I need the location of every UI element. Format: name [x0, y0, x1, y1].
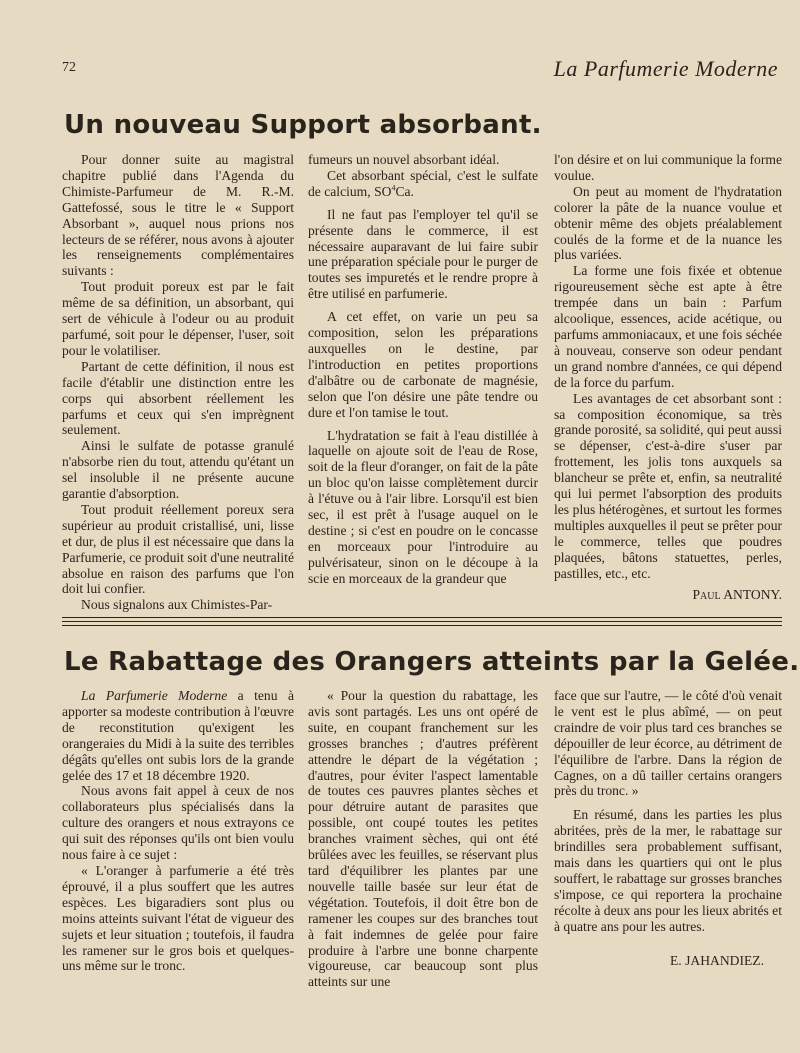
paragraph: Nous signalons aux Chimistes-Par- [81, 597, 273, 613]
paragraph: On peut au moment de l'hydratation colorer la pâte de la nuance voulue et obtenir même des objets préalablement coulés de la forme et de la nuance les plus variées. [554, 183, 782, 263]
paragraph: A cet effet, on varie un peu sa composition, selon les préparations auxquelles on le destine, par l'introduction en petites proportions d'albâtre ou de carbonate de magnésie, selon que l'on désire une pâte tendre ou dure et l'on tamise le tout. [308, 309, 538, 420]
paragraph-text: a tenu à apporter sa modeste contribution à l'œuvre de reconstitution qu'exigent les orangeraies du Midi à la suite des terribles dégâts qu'elles ont subis lors de la grande gelée des 17 et 18 décembre 1920. [62, 688, 294, 783]
page-number: 72 [62, 60, 76, 75]
paragraph: Pour donner suite au magistral chapitre publié dans l'Agenda du Chimiste-Parfumeur de M. R.-M. Gattefossé, sous le titre le « Support Absorbant », auquel nous prions nos lecteurs de se référer, nous avons à ajouter les renseignements complémentaires suivants : [62, 152, 294, 279]
paragraph: En résumé, dans les parties les plus abritées, près de la mer, le rabattage sur brindilles sera probablement suffisant, mais dans les quartiers qui ont le plus souffert, le rabattage sur grosses branches s'impose, ce qui reportera la prochaine récolte à deux ans pour les lieux abrités et à quatre ans pour les autres. [554, 807, 782, 934]
divider-rule [62, 625, 782, 626]
paragraph: Ainsi le sulfate de potasse granulé n'absorbe rien du tout, attendu qu'étant un sel insoluble il ne présente aucune garantie d'absorption. [62, 438, 294, 502]
article-1-signature: Paul ANTONY. [692, 587, 782, 603]
divider-rule [62, 617, 782, 618]
paragraph: face que sur l'autre, — le côté d'où venait le vent est le plus abîmé, — on peut craindre de voir plus tard ces branches se dépouiller de leur écorce, au détriment de l'équilibre de l'arbre. Dans la région de Cagnes, on a dû tailler certains orangers près du tronc. » [554, 688, 782, 799]
article-1-column-3 [554, 152, 782, 622]
formula-ca: Ca. [395, 183, 414, 199]
paragraph: « Pour la question du rabattage, les avis sont partagés. Les uns ont opéré de suite, en coupant franchement sur les grosses branches ; d'autres préfèrent attendre le départ de la végétation ; d'autres, pour éviter l'aspect lamentable de toutes ces pauvres plantes sèches et pour détruire autant de parasites que possible, ont coupé toutes les petites branches vraiment sèches, qui ont été brûlées avec les feuilles, se réservant plus tard d'équilibrer les plantes par une nouvelle taille basée sur leur état de végétation. Toutefois, il doit être bon de ramener les coupes sur des branches tout à fait indemnes de gelée pour faire produire à l'arbre une bonne charpente vigoureuse, car beaucoup sont plus atteints sur une [308, 688, 538, 990]
article-1-title: Un nouveau Support absorbant. [64, 110, 542, 140]
paragraph: l'on désire et on lui communique la forme voulue. [554, 152, 782, 183]
article-2-column-3 [554, 688, 782, 988]
paragraph: L'hydratation se fait à l'eau distillée à laquelle on ajoute soit de l'eau de Rose, soit de la fleur d'oranger, on fait de la pâte un bloc qu'on laisse complètement durcir à l'étuve ou à l'air libre. Lorsqu'il est bien sec, il est prêt à l'usage auquel on le destine ; si c'est en poudre on le concasse en morceaux pour l'introduire au pulvérisateur, sinon on le découpe à la scie en morceaux de la grandeur que [308, 427, 538, 586]
article-2-signature: E. JAHANDIEZ. [669, 952, 764, 968]
paragraph: Partant de cette définition, il nous est facile d'établir une distinction entre les corps qui absorbent réellement les parfums et ceux qui s'en imprègnent seulement. [62, 358, 294, 438]
formula-so: SO [374, 183, 392, 199]
paragraph: Tout produit poreux est par le fait même de sa définition, un absorbant, qui sert de véhicule à l'odeur ou au produit parfumé, soit pour le dépenser, l'user, soit pour le volatiliser. [62, 279, 294, 358]
paragraph: La forme une fois fixée et obtenue rigoureusement sèche est apte à être trempée dans un bain : Parfum alcoolique, essences, acide acétique, ou parfums ammoniacaux, et une fois séchée à nouveau, conserve son odeur pendant un grand nombre d'années, ce qui dépend de la force du parfum. [554, 263, 782, 390]
paragraph-lead [62, 688, 294, 783]
paragraph: Tout produit réellement poreux sera supérieur au produit cristallisé, uni, lisse et dur, de plus il est nécessaire que dans la Parfumerie, ce produit soit d'une neutralité absolue en raison des parfums que l'on doit lui confier. [62, 501, 294, 597]
article-2-title: Le Rabattage des Orangers atteints par la Gelée. [64, 647, 800, 677]
paragraph: « L'oranger à parfumerie a été très éprouvé, il a plus souffert que les autres espèces. Les bigaradiers sont plus ou moins atteints suivant l'état de vigueur des sujets et leur situation ; toutefois, il faudra les ramener sur le gros bois et quelques-uns même sur le tronc. [62, 862, 294, 974]
divider-rule [62, 621, 782, 622]
paragraph-with-formula [308, 168, 538, 200]
publication-name: La Parfumerie Moderne [81, 688, 228, 703]
article-2-column-1 [62, 688, 294, 988]
paragraph: Il ne faut pas l'employer tel qu'il se présente dans le commerce, il est nécessaire auparavant de lui faire subir une préparation spéciale pour le purger de toutes ses impuretés et le rendre propre à être utilisé en parfumerie. [308, 206, 538, 302]
paragraph: Les avantages de cet absorbant sont : sa composition économique, sa très grande porosité, sa solidité, qui peut aussi se dépenser, c'est-à-dire s'user par frottement, les jolis tons auxquels sa blancheur se prête et, enfin, sa neutralité qui lui permet l'absorption des produits les plus hétérogènes, et surtout les formes multiples auxquelles il peut se prêter pour le commerce, telles que poudres plaquées, bâtons statuettes, perles, pastilles, etc., etc. [554, 390, 783, 581]
article-1-column-2 [308, 152, 538, 622]
article-2-column-2 [308, 688, 538, 988]
paragraph: Nous avons fait appel à ceux de nos collaborateurs plus spécialisés dans la culture des orangers et nous extrayons ce qui suit des réponses qu'ils ont bien voulu nous faire à ce sujet : [62, 783, 294, 863]
running-title: La Parfumerie Moderne [553, 56, 778, 81]
paragraph-text: Cet absorbant spécial, c'est le sulfate de calcium, [308, 167, 538, 199]
formula-subscript: 4 [391, 183, 396, 193]
paragraph: fumeurs un nouvel absorbant idéal. [308, 152, 500, 167]
article-1-column-1 [62, 152, 294, 622]
